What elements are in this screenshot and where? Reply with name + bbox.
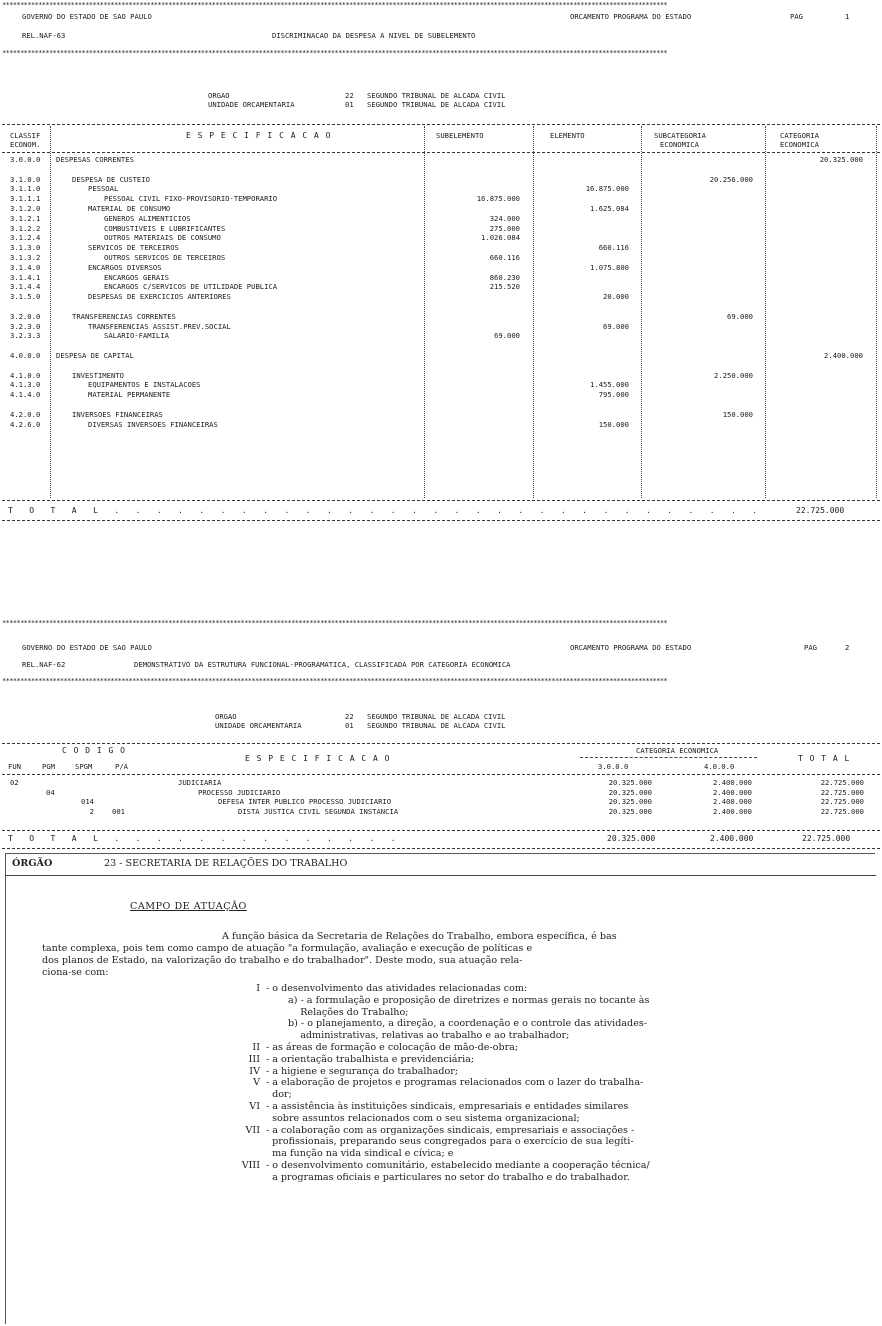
item-text: sobre assuntos relacionados com o seu sistema organizacional; xyxy=(266,1112,580,1124)
col-categoria-2: ECONOMICA xyxy=(780,140,819,149)
row-code: 3.0.0.0 xyxy=(10,155,41,164)
page1-unidade-name: SEGUNDO TRIBUNAL DE ALCADA CIVIL xyxy=(367,100,506,109)
row-spgm: 014 xyxy=(81,797,94,806)
page2-report-id: REL.NAF-62 xyxy=(22,660,66,669)
row-code: 3.1.5.0 xyxy=(10,292,41,301)
item-text: - a higiene e segurança do trabalhador; xyxy=(266,1065,459,1077)
row-description: TRANSFERENCIAS ASSIST.PREV.SOCIAL xyxy=(88,322,231,331)
page2-budget-title: ORCAMENTO PROGRAMA DO ESTADO xyxy=(570,643,692,652)
col-subelemento: SUBELEMENTO xyxy=(436,131,484,140)
row-categoria: 20.325.000 xyxy=(819,155,863,164)
col-rule xyxy=(50,126,51,498)
row-description: JUDICIARIA xyxy=(178,778,222,787)
col-classif: CLASSIF xyxy=(10,131,41,140)
row-description: SERVICOS DE TERCEIROS xyxy=(88,243,179,252)
row-value-4000: 2.400.000 xyxy=(713,778,752,787)
col-rule xyxy=(765,126,766,498)
item-number: I xyxy=(256,983,260,994)
page2-gov-title: GOVERNO DO ESTADO DE SAO PAULO xyxy=(22,643,152,652)
row-description: COMBUSTIVEIS E LUBRIFICANTES xyxy=(104,224,226,233)
row-description: INVERSOES FINANCEIRAS xyxy=(72,410,163,419)
section-orgao-label: ÓRGÃO xyxy=(12,858,53,869)
row-value-3000: 20.325.000 xyxy=(608,797,652,806)
row-description: PROCESSO JUDICIARIO xyxy=(198,788,281,797)
row-code: 3.1.4.0 xyxy=(10,263,41,272)
page1-page-label: PAG xyxy=(790,12,803,21)
section-orgao-title: 23 - SECRETARIA DE RELAÇÕES DO TRABALHO xyxy=(104,858,348,869)
row-description: ENCARGOS C/SERVICOS DE UTILIDADE PUBLICA xyxy=(104,282,278,291)
row-subelemento: 16.875.000 xyxy=(476,194,520,203)
page2-total-label: T O T A L . . . . . . . . . . . . . . xyxy=(8,834,397,843)
item-text: ma função na vida sindical e cívica; e xyxy=(266,1148,454,1160)
row-code: 4.2.0.0 xyxy=(10,410,41,419)
divider xyxy=(2,743,880,744)
row-description: PESSOAL CIVIL FIXO-PROVISORIO-TEMPORARIO xyxy=(104,194,278,203)
page1-gov-title: GOVERNO DO ESTADO DE SAO PAULO xyxy=(22,12,152,21)
row-subelemento: 660.116 xyxy=(489,253,520,262)
page1-report-id: REL.NAF-63 xyxy=(22,31,66,40)
page2-page-number: 2 xyxy=(845,643,850,652)
row-description: DESPESAS CORRENTES xyxy=(56,155,134,164)
page1-report-title: DISCRIMINACAO DA DESPESA A NIVEL DE SUBELEMENTO xyxy=(272,31,476,40)
page1-budget-title: ORCAMENTO PROGRAMA DO ESTADO xyxy=(570,12,692,21)
item-number: II xyxy=(252,1042,260,1053)
row-code: 4.1.0.0 xyxy=(10,371,41,380)
row-elemento: 1.625.084 xyxy=(590,204,629,213)
section-heading: CAMPO DE ATUAÇÃO xyxy=(130,901,247,912)
row-code: 3.1.2.0 xyxy=(10,204,41,213)
row-value-4000: 2.400.000 xyxy=(713,788,752,797)
divider xyxy=(2,830,880,831)
divider xyxy=(2,124,880,125)
row-subelemento: 69.000 xyxy=(494,331,520,340)
row-total: 22.725.000 xyxy=(820,778,864,787)
asterisk-border-top: **************************************************************************************************************************************************************************************** xyxy=(2,2,668,9)
item-number: VII xyxy=(245,1124,260,1136)
page1-unidade-code: 01 xyxy=(345,100,354,109)
page2-orgao-label: ORGAO xyxy=(215,712,237,721)
row-description: DISTA JUSTICA CIVIL SEGUNDA INSTANCIA xyxy=(238,807,399,816)
row-code: 3.2.3.0 xyxy=(10,322,41,331)
col-spgm: SPGM xyxy=(75,762,93,771)
row-description: TRANSFERENCIAS CORRENTES xyxy=(72,312,176,321)
page2-page-label: PAG xyxy=(804,643,817,652)
row-total: 22.725.000 xyxy=(820,797,864,806)
page1-total-label: T O T A L . . . . . . . . . . . . . . . . . . . . . . . . . . . . . . . xyxy=(8,506,758,515)
row-pgm: 04 xyxy=(46,788,55,797)
row-pa: 001 xyxy=(112,807,125,816)
row-elemento: 69.000 xyxy=(603,322,629,331)
row-description: SALARIO-FAMILIA xyxy=(104,331,169,340)
col-rule xyxy=(876,126,877,498)
row-description: GENEROS ALIMENTICIOS xyxy=(104,214,191,223)
row-total: 22.725.000 xyxy=(820,807,864,816)
row-description: OUTROS MATERIAIS DE CONSUMO xyxy=(104,233,221,242)
row-code: 3.1.1.0 xyxy=(10,184,41,193)
item-number: VIII xyxy=(241,1160,260,1171)
row-elemento: 795.000 xyxy=(598,390,629,399)
item-number: V xyxy=(253,1077,260,1089)
row-elemento: 660.116 xyxy=(598,243,629,252)
col-rule xyxy=(533,126,534,498)
page2-report-title: DEMONSTRATIVO DA ESTRUTURA FUNCIONAL-PROGRAMATICA, CLASSIFICADA POR CATEGORIA ECONOMICA xyxy=(134,660,511,669)
row-description: ENCARGOS GERAIS xyxy=(104,273,169,282)
page2-orgao-name: SEGUNDO TRIBUNAL DE ALCADA CIVIL xyxy=(367,712,506,721)
col-pa: P/A xyxy=(115,762,128,771)
col-subcategoria-2: ECONOMICA xyxy=(660,140,699,149)
page2-unidade-name: SEGUNDO TRIBUNAL DE ALCADA CIVIL xyxy=(367,721,506,730)
row-value-3000: 20.325.000 xyxy=(608,778,652,787)
row-description: INVESTIMENTO xyxy=(72,371,124,380)
col-cat-3000: 3.0.0.0 xyxy=(598,762,629,771)
item-text: b) - o planejamento, a direção, a coordenação e o controle das atividades- xyxy=(288,1018,648,1030)
page1-orgao-code: 22 xyxy=(345,91,354,100)
page1-orgao-name: SEGUNDO TRIBUNAL DE ALCADA CIVIL xyxy=(367,91,506,100)
col-elemento: ELEMENTO xyxy=(550,131,585,140)
col-subcategoria: SUBCATEGORIA xyxy=(654,131,706,140)
item-text: - as áreas de formação e colocação de mão-de-obra; xyxy=(266,1042,519,1053)
col-cat-4000: 4.0.0.0 xyxy=(704,762,735,771)
divider xyxy=(2,848,880,849)
item-text: profissionais, preparando seus congregados para o exercício de sua legíti- xyxy=(266,1136,634,1148)
divider xyxy=(2,152,880,153)
row-description: DEFESA INTER PUBLICO PROCESSO JUDICIARIO xyxy=(218,797,392,806)
row-description: DESPESA DE CAPITAL xyxy=(56,351,134,360)
row-description: MATERIAL PERMANENTE xyxy=(88,390,171,399)
col-especificacao-2: E S P E C I F I C A C A O xyxy=(245,754,391,763)
page2-unidade-label: UNIDADE ORCAMENTARIA xyxy=(215,721,302,730)
item-text: - a elaboração de projetos e programas relacionados com o lazer do trabalha- xyxy=(266,1077,644,1089)
row-subelemento: 324.000 xyxy=(489,214,520,223)
item-number: IV xyxy=(249,1065,260,1077)
row-subelemento: 275.000 xyxy=(489,224,520,233)
row-subelemento: 215.520 xyxy=(489,282,520,291)
row-subcategoria: 2.250.000 xyxy=(714,371,753,380)
row-value-4000: 2.400.000 xyxy=(713,797,752,806)
row-description: DIVERSAS INVERSOES FINANCEIRAS xyxy=(88,420,218,429)
row-code: 4.1.4.0 xyxy=(10,390,41,399)
row-description: OUTROS SERVICOS DE TERCEIROS xyxy=(104,253,226,262)
row-fun: 02 xyxy=(10,778,19,787)
row-value-3000: 20.325.000 xyxy=(608,807,652,816)
item-text: a) - a formulação e proposição de diretrizes e normas gerais no tocante às xyxy=(288,994,650,1006)
row-code: 3.1.3.0 xyxy=(10,243,41,252)
page2-total-4000: 2.400.000 xyxy=(710,834,754,843)
divider xyxy=(580,757,757,758)
asterisk-border-top: **************************************************************************************************************************************************************************************** xyxy=(2,620,668,627)
row-code: 3.1.2.4 xyxy=(10,233,41,242)
col-pgm: PGM xyxy=(42,762,55,771)
row-value-4000: 2.400.000 xyxy=(713,807,752,816)
row-spgm: 2 xyxy=(89,807,94,816)
row-subcategoria: 69.000 xyxy=(727,312,753,321)
col-rule xyxy=(424,126,425,498)
row-categoria: 2.400.000 xyxy=(824,351,863,360)
row-subelemento: 1.026.084 xyxy=(481,233,520,242)
page1-total-value: 22.725.000 xyxy=(796,506,845,515)
page1-orgao-label: ORGAO xyxy=(208,91,230,100)
page1-unidade-label: UNIDADE ORCAMENTARIA xyxy=(208,100,295,109)
col-total: T O T A L xyxy=(798,754,851,763)
item-text: - o desenvolvimento das atividades relacionadas com: xyxy=(266,983,528,994)
row-value-3000: 20.325.000 xyxy=(608,788,652,797)
row-total: 22.725.000 xyxy=(820,788,864,797)
row-description: DESPESA DE CUSTEIO xyxy=(72,175,150,184)
col-categoria: CATEGORIA xyxy=(780,131,819,140)
col-categoria-economica: CATEGORIA ECONOMICA xyxy=(636,746,719,755)
col-especificacao: E S P E C I F I C A C A O xyxy=(186,131,332,140)
item-text: - a orientação trabalhista e previdenciária; xyxy=(266,1053,475,1065)
item-number: VI xyxy=(249,1101,260,1112)
divider xyxy=(2,520,880,521)
divider xyxy=(2,500,880,501)
row-subelemento: 860.230 xyxy=(489,273,520,282)
row-elemento: 1.075.800 xyxy=(590,263,629,272)
item-text: Relações do Trabalho; xyxy=(288,1006,409,1018)
page1-page-number: 1 xyxy=(845,12,850,21)
row-description: PESSOAL xyxy=(88,184,119,193)
page2-total-3000: 20.325.000 xyxy=(607,834,656,843)
item-text: - a assistência às instituições sindicais, empresariais e entidades similares xyxy=(266,1101,629,1112)
intro-line: dos planos de Estado, na valorização do trabalho e do trabalhador". Deste modo, sua atuação rela- xyxy=(42,955,523,966)
row-elemento: 20.000 xyxy=(603,292,629,301)
page2-orgao-code: 22 xyxy=(345,712,354,721)
item-text: - a colaboração com as organizações sindicais, empresariais e associações - xyxy=(266,1124,635,1136)
divider xyxy=(2,774,880,775)
row-code: 3.1.3.2 xyxy=(10,253,41,262)
row-code: 3.1.2.1 xyxy=(10,214,41,223)
item-text: administrativas, relativas ao trabalho e ao trabalhador; xyxy=(288,1030,570,1042)
row-description: MATERIAL DE CONSUMO xyxy=(88,204,171,213)
item-text: a programas oficiais e particulares no setor do trabalho e do trabalhador. xyxy=(266,1171,630,1183)
row-code: 4.2.6.0 xyxy=(10,420,41,429)
row-code: 3.1.4.4 xyxy=(10,282,41,291)
row-description: ENCARGOS DIVERSOS xyxy=(88,263,162,272)
asterisk-border-bottom: **************************************************************************************************************************************************************************************** xyxy=(2,678,668,685)
row-code: 3.1.1.1 xyxy=(10,194,41,203)
row-description: EQUIPAMENTOS E INSTALACOES xyxy=(88,380,201,389)
asterisk-border-bottom: **************************************************************************************************************************************************************************************** xyxy=(2,50,668,57)
row-code: 3.1.0.0 xyxy=(10,175,41,184)
col-econom: ECONOM. xyxy=(10,140,41,149)
page2-total-value: 22.725.000 xyxy=(802,834,851,843)
row-code: 4.1.3.0 xyxy=(10,380,41,389)
page2-unidade-code: 01 xyxy=(345,721,354,730)
row-description: DESPESAS DE EXERCICIOS ANTERIORES xyxy=(88,292,231,301)
row-subcategoria: 150.000 xyxy=(722,410,753,419)
row-elemento: 150.000 xyxy=(598,420,629,429)
row-code: 3.1.2.2 xyxy=(10,224,41,233)
row-code: 3.2.3.3 xyxy=(10,331,41,340)
col-codigo: C O D I G O xyxy=(62,746,126,755)
item-number: III xyxy=(248,1053,260,1065)
row-elemento: 1.455.000 xyxy=(590,380,629,389)
section-header-rule xyxy=(5,875,876,876)
row-code: 4.0.0.0 xyxy=(10,351,41,360)
col-fun: FUN xyxy=(8,762,21,771)
row-elemento: 16.875.000 xyxy=(585,184,629,193)
row-code: 3.1.4.1 xyxy=(10,273,41,282)
item-text: dor; xyxy=(266,1089,292,1101)
intro-line: ciona-se com: xyxy=(42,967,109,978)
intro-line: A função básica da Secretaria de Relações do Trabalho, embora específica, é bas xyxy=(222,931,617,942)
item-text: - o desenvolvimento comunitário, estabelecido mediante a cooperação técnica/ xyxy=(266,1160,650,1171)
intro-line: tante complexa, pois tem como campo de atuação "a formulação, avaliação e execução de políticas e xyxy=(42,943,533,954)
row-subcategoria: 20.256.000 xyxy=(709,175,753,184)
row-code: 3.2.0.0 xyxy=(10,312,41,321)
